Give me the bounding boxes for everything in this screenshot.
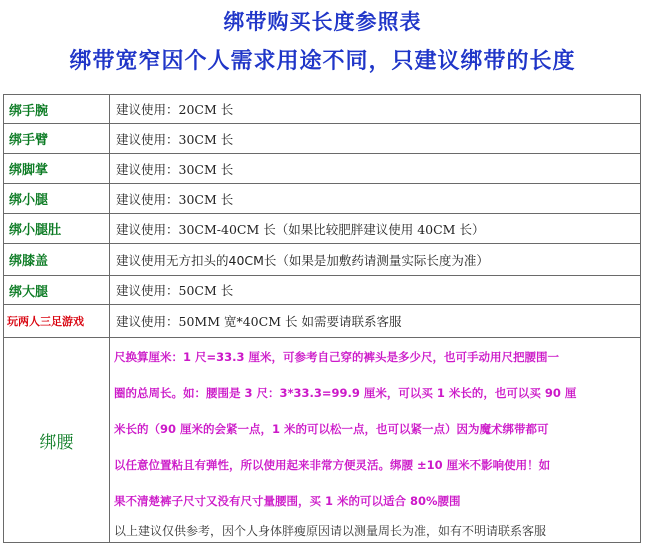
length-reference-table	[3, 94, 641, 543]
row-value: 建议使用：30CM 长	[110, 184, 641, 214]
page-title: 绑带购买长度参照表	[223, 10, 422, 34]
page-subtitle: 绑带宽窄因个人需求用途不同，只建议绑带的长度	[69, 49, 576, 74]
row-value: 建议使用：30CM-40CM 长（如果比较肥胖建议使用 40CM 长）	[110, 214, 641, 244]
row-label: 绑手臂	[4, 124, 110, 154]
row-label: 绑小腿	[4, 184, 110, 214]
row-label: 绑大腿	[4, 276, 110, 305]
table-row	[4, 124, 641, 154]
waist-line: 尺换算厘米：1 尺=33.3 厘米，可参考自己穿的裤头是多少尺，也可手动用尺把腰围一	[114, 350, 560, 364]
row-value: 建议使用：20CM 长	[110, 95, 641, 124]
row-value: 建议使用无方扣头的40CM长（如果是加敷药请测量实际长度为准）	[110, 244, 641, 276]
row-label: 绑手腕	[4, 95, 110, 124]
row-label: 玩两人三足游戏	[4, 305, 110, 338]
row-label: 绑小腿肚	[4, 214, 110, 244]
waist-line: 圈的总周长。如：腰围是 3 尺：3*33.3=99.9 厘米，可以买 1 米长的，也可以买 90 厘	[114, 386, 577, 400]
table-row	[4, 184, 641, 214]
row-value: 建议使用：50CM 长	[110, 276, 641, 305]
waist-description	[110, 338, 641, 543]
waist-line: 米长的（90 厘米的会紧一点，1 米的可以松一点，也可以紧一点）因为魔术绑带都可	[114, 422, 549, 436]
table-row	[4, 244, 641, 276]
table-row	[4, 154, 641, 184]
table-row	[4, 95, 641, 124]
row-value: 建议使用：30CM 长	[110, 154, 641, 184]
row-value: 建议使用：50MM 宽*40CM 长 如需要请联系客服	[110, 305, 641, 338]
table-row	[4, 305, 641, 338]
waist-label: 绑腰	[4, 338, 110, 543]
waist-line: 果不清楚裤子尺寸又没有尺寸量腰围，买 1 米的可以适合 80%腰围	[114, 494, 461, 508]
row-value: 建议使用：30CM 长	[110, 124, 641, 154]
table-row	[4, 276, 641, 305]
row-label: 绑膝盖	[4, 244, 110, 276]
table-row-waist	[4, 338, 641, 543]
table-row	[4, 214, 641, 244]
waist-note: 以上建议仅供参考，因个人身体胖瘦原因请以测量周长为准，如有不明请联系客服	[114, 524, 547, 538]
row-label: 绑脚掌	[4, 154, 110, 184]
waist-line: 以任意位置粘且有弹性，所以使用起来非常方便灵活。绑腰 ±10 厘米不影响使用！如	[114, 458, 551, 472]
